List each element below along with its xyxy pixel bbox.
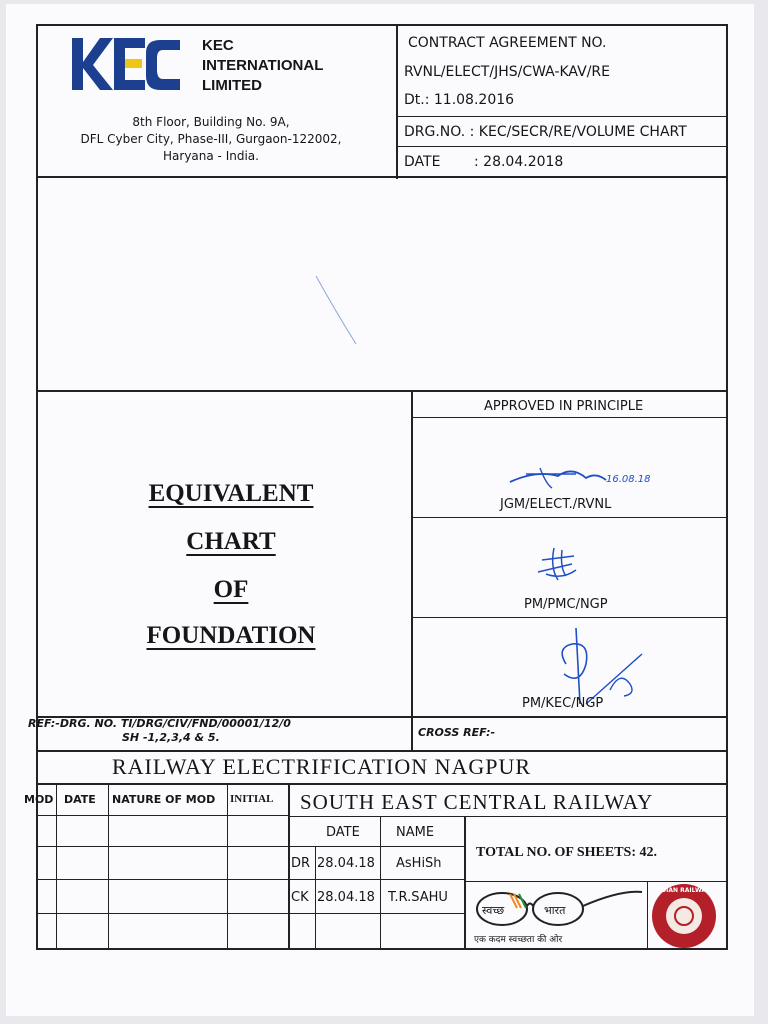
emblem-divider [647, 881, 648, 949]
emblem-text: INDIAN RAILWAYS [653, 887, 715, 894]
signature-date: 16.08.18 [606, 474, 651, 485]
company-name-line-2: INTERNATIONAL [202, 57, 324, 74]
signoff-row-2-date: 28.04.18 [317, 890, 375, 905]
railway-electrification: RAILWAY ELECTRIFICATION NAGPUR [112, 754, 532, 779]
signoff-row-2-name: T.R.SAHU [388, 890, 448, 905]
rev-col-2 [108, 783, 109, 949]
sheets-line [464, 881, 728, 882]
railway-line-bottom [36, 783, 728, 785]
signoff-header-name: NAME [396, 825, 435, 840]
rev-header-line [36, 815, 288, 816]
approval-line-2 [411, 617, 728, 618]
contract-divider-1 [396, 116, 728, 117]
total-sheets: TOTAL NO. OF SHEETS: 42. [476, 845, 658, 860]
company-name-line-3: LIMITED [202, 77, 262, 94]
title-approval-divider [411, 390, 413, 752]
rev-col-3 [227, 783, 228, 949]
signoff-col-1 [315, 846, 316, 949]
title-block-top [36, 390, 728, 392]
ref-line-2: SH -1,2,3,4 & 5. [122, 731, 220, 744]
swachh-right-lens-text: भारत [544, 904, 566, 917]
header-bottom-line [36, 176, 728, 178]
cross-ref: CROSS REF:- [418, 726, 496, 739]
signatory-pmc: PM/PMC/NGP [524, 597, 608, 612]
contract-divider-2 [396, 146, 728, 147]
rev-header-mod: MOD [24, 793, 54, 806]
signoff-col-3 [464, 816, 466, 949]
signoff-row-1-role: DR [291, 856, 311, 871]
signoff-row-1-name: AsHiSh [396, 856, 442, 871]
border-bottom [36, 948, 728, 950]
contract-dated: Dt.: 11.08.2016 [404, 92, 515, 108]
border-top [36, 24, 728, 26]
signoff-header-date: DATE [326, 825, 360, 840]
border-right [726, 24, 728, 950]
signature-pmc [532, 544, 582, 584]
rev-row-line-2 [36, 879, 288, 880]
approval-header-line [411, 417, 728, 418]
swachh-tagline: एक कदम स्वच्छता की ओर [474, 935, 563, 945]
railway-zone: SOUTH EAST CENTRAL RAILWAY [300, 790, 654, 814]
ref-line-1: REF:-DRG. NO. TI/DRG/CIV/FND/00001/12/0 [28, 717, 291, 730]
kec-logo [70, 38, 182, 92]
rev-header-initial: INITIAL [230, 793, 274, 805]
indian-railways-emblem [652, 884, 716, 948]
rev-header-date: DATE [64, 793, 96, 806]
railway-line-top [36, 750, 728, 752]
signatory-jgm: JGM/ELECT./RVNL [500, 497, 612, 512]
contract-number: RVNL/ELECT/JHS/CWA-KAV/RE [404, 64, 610, 80]
address-line-2: DFL Cyber City, Phase-III, Gurgaon-122002, [80, 132, 342, 146]
rev-header-nature: NATURE OF MOD [112, 793, 216, 806]
zone-bottom-line [288, 816, 728, 817]
rev-row-line-1 [36, 846, 288, 847]
title-line-3: OF [213, 576, 249, 603]
drawing-number: DRG.NO. : KEC/SECR/RE/VOLUME CHART [404, 124, 687, 140]
signoff-row-1-date: 28.04.18 [317, 856, 375, 871]
swachh-left-lens-text: स्वच्छ [482, 904, 505, 917]
date-label: DATE [404, 154, 441, 170]
title-line-2: CHART [186, 528, 276, 555]
pen-mark [306, 272, 366, 352]
drawing-sheet [6, 4, 754, 1016]
rev-row-line-3 [36, 913, 288, 914]
header-divider [396, 24, 398, 179]
title-line-4: FOUNDATION [146, 622, 316, 649]
address-line-1: 8th Floor, Building No. 9A, [132, 115, 290, 129]
title-line-1: EQUIVALENT [148, 480, 314, 507]
signoff-row-2-role: CK [291, 890, 309, 905]
rev-col-1 [56, 783, 57, 949]
address-line-3: Haryana - India. [163, 149, 259, 163]
contract-label: CONTRACT AGREEMENT NO. [408, 35, 607, 51]
date-value: : 28.04.2018 [474, 154, 564, 170]
company-name-line-1: KEC [202, 37, 234, 54]
signatory-kec: PM/KEC/NGP [522, 696, 604, 711]
signoff-col-2 [380, 816, 381, 949]
border-left [36, 24, 38, 950]
approval-header: APPROVED IN PRINCIPLE [484, 399, 644, 414]
approval-line-1 [411, 517, 728, 518]
rev-col-4 [288, 783, 290, 949]
